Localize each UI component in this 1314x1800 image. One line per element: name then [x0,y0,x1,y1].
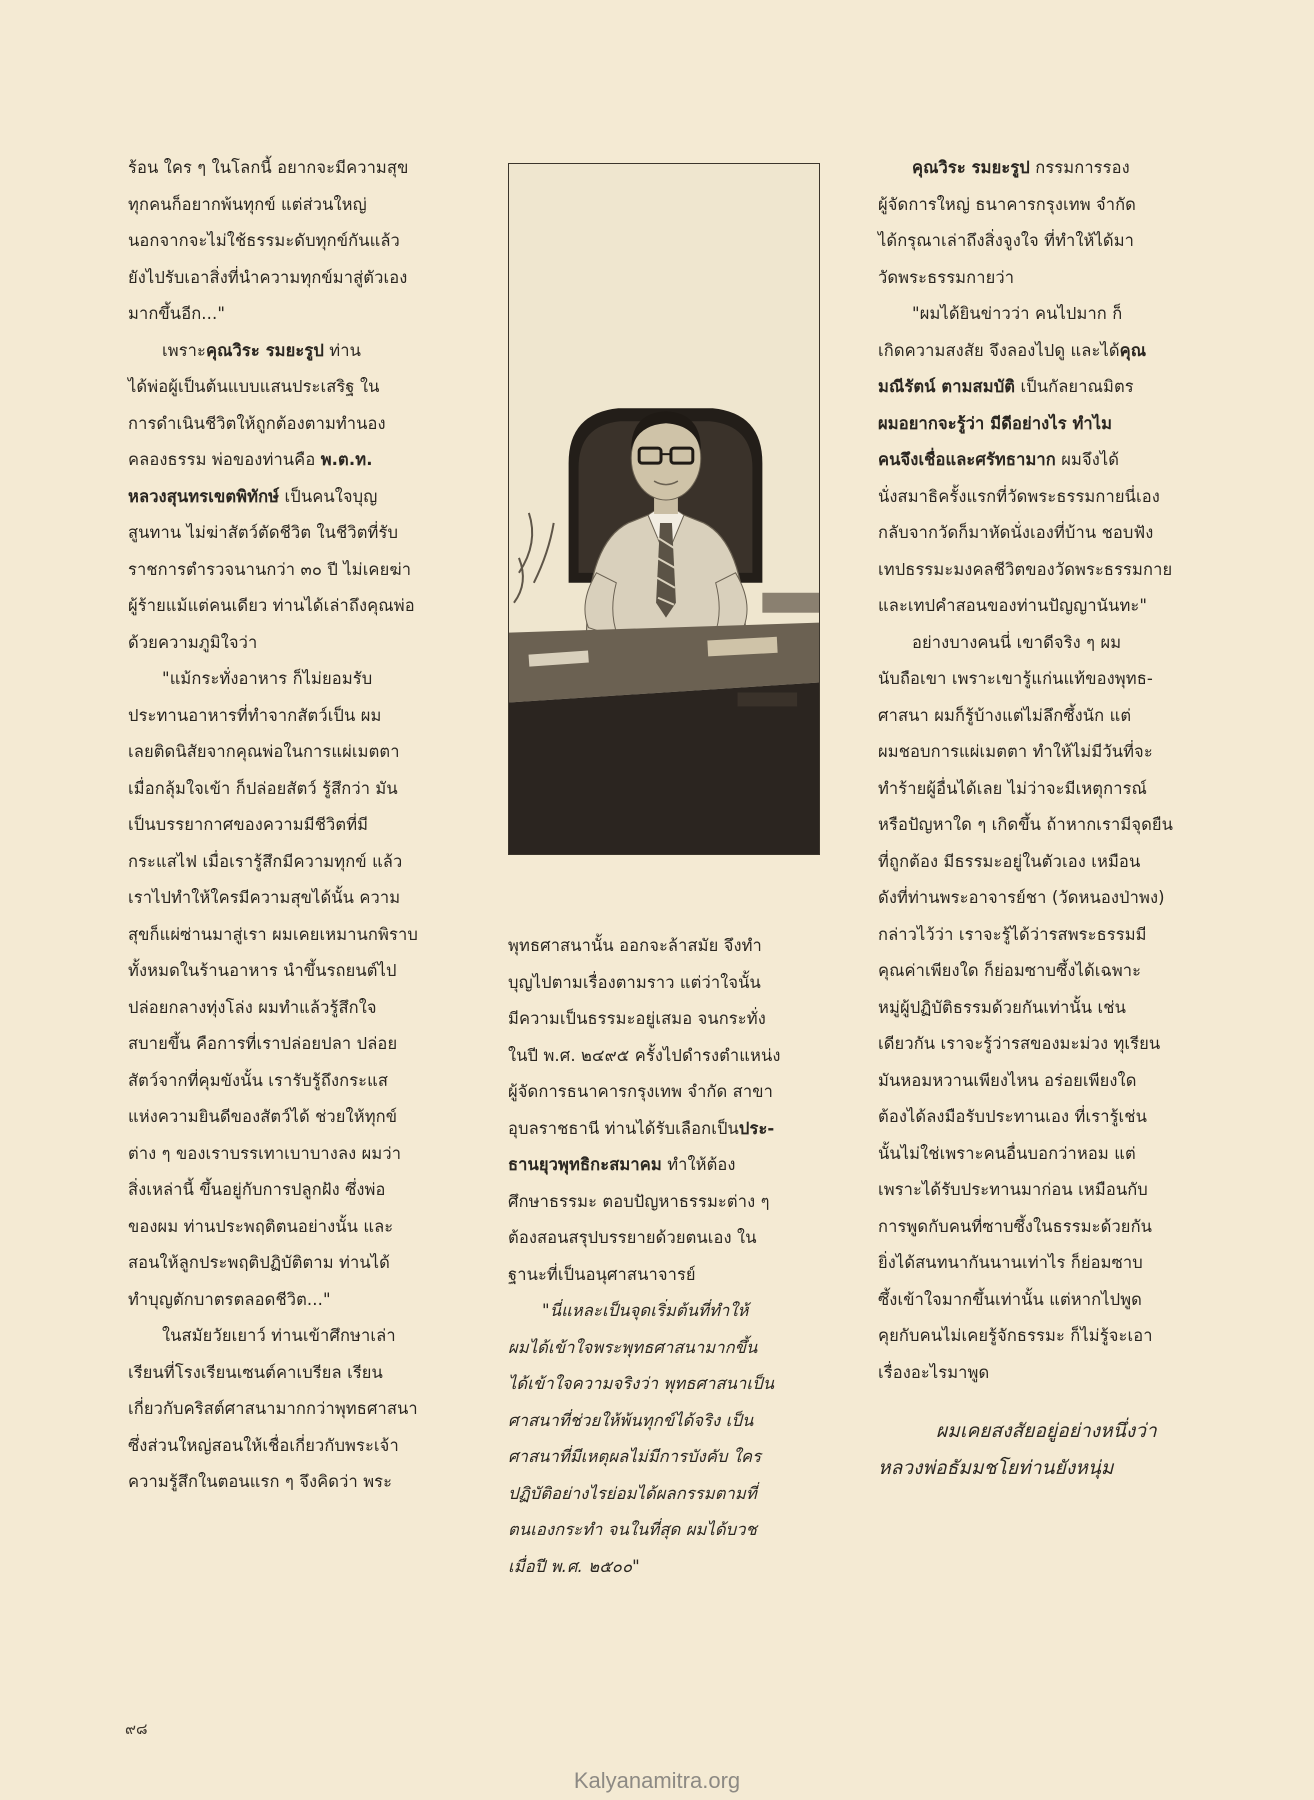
text-line: ผู้จัดการธนาคารกรุงเทพ จำกัด สาขา [508,1082,773,1101]
middle-column [508,928,828,1585]
text-line: กลับจากวัดก็มาหัดนั่งเองที่บ้าน ชอบฟัง [878,523,1154,542]
rank-title: พ.ต.ท. [320,450,373,469]
text-line: ของผม ท่านประพฤติตนอย่างนั้น และ [128,1216,394,1236]
text-line: ทุกคนก็อยากพ้นทุกข์ แต่ส่วนใหญ่ [128,194,367,214]
text-line: ยังไปรับเอาสิ่งที่นำความทุกข์มาสู่ตัวเอง [128,267,408,287]
text-span: ผมจึงได้ [1055,450,1120,469]
text-line: มีความเป็นธรรมะอยู่เสมอ จนกระทั่ง [508,1009,766,1028]
text-line: สัตว์จากที่คุมขังนั้น เรารับรู้ถึงกระแส [128,1070,389,1090]
text-line [878,406,1198,443]
portrait-photo [508,163,820,855]
text-line: ต้องได้ลงมือรับประทานเอง ที่เรารู้เช่น [878,1107,1147,1126]
person-name: คุณวิระ รมยะรูป [912,158,1030,177]
text-line: ร้อน ใคร ๆ ในโลกนี้ อยากจะมีความสุข [128,158,409,177]
portrait-illustration [509,164,819,854]
text-line: ทำบุญตักบาตรตลอดชีวิต..." [128,1289,331,1309]
closing-line: หลวงพ่อธัมมชโยท่านยังหนุ่ม [878,1456,1114,1479]
quote-line: เมื่อปี พ.ศ. ๒๕๐๐" [508,1556,640,1576]
text-line: ต้องสอนสรุปบรรยายด้วยตนเอง ใน [508,1228,757,1247]
text-line: เราไปทำให้ใครมีความสุขได้นั้น ความ [128,888,401,907]
text-line: เป็นบรรยากาศของความมีชีวิตที่มี [128,815,369,834]
text-line: เกี่ยวกับคริสต์ศาสนามากกว่าพุทธศาสนา [128,1399,418,1418]
text-line: การดำเนินชีวิตให้ถูกต้องตามทำนอง [128,413,386,433]
emphasis-text: ผมอยากจะรู้ว่า มีดีอย่างไร ทำไม [878,413,1113,433]
right-column [878,150,1198,1486]
text-line: กล่าวไว้ว่า เราจะรู้ได้ว่ารสพระธรรมมี [878,924,1147,944]
organization-name: ประ- [738,1118,775,1138]
quote-line: ศาสนาที่มีเหตุผลไม่มีการบังคับ ใคร [508,1447,762,1466]
person-name: หลวงสุนทรเขตพิทักษ์ [128,486,280,506]
text-line: นอกจากจะไม่ใช้ธรรมะดับทุกข์กันแล้ว [128,231,400,250]
text-line: มากขึ้นอีก..." [128,304,226,323]
text-line: เพราะได้รับประทานมาก่อน เหมือนกับ [878,1180,1148,1199]
left-para-3 [128,661,448,1318]
text-line: เทปธรรมะมงคลชีวิตของวัดพระธรรมกาย [878,559,1173,579]
text-line: ซึ้งเข้าใจมากขึ้นเท่านั้น แต่หากไปพูด [878,1289,1142,1309]
text-line: ได้พ่อผู้เป็นต้นแบบแสนประเสริฐ ใน [128,377,380,396]
text-line: บุญไปตามเรื่องตามราว แต่ว่าใจนั้น [508,972,761,992]
left-para-1 [128,150,448,333]
text-span: ทำให้ต้อง [661,1155,736,1174]
text-line: ผู้จัดการใหญ่ ธนาคารกรุงเทพ จำกัด [878,194,1136,214]
text-line: เลยติดนิสัยจากคุณพ่อในการแผ่เมตตา [128,742,400,761]
right-para-1 [878,150,1198,296]
quote-line: ตนเองกระทำ จนในที่สุด ผมได้บวช [508,1520,757,1539]
text-line: "ผมได้ยินข่าวว่า คนไปมาก ก็ [912,304,1123,323]
text-line: ยิ่งได้สนทนากันนานเท่าไร ก็ย่อมซาบ [878,1253,1143,1272]
text-line [128,479,448,516]
text-line [878,442,1198,479]
left-para-2 [128,333,448,662]
text-line: วัดพระธรรมกายว่า [878,267,1015,287]
text-line: นั่งสมาธิครั้งแรกที่วัดพระธรรมกายนี่เอง [878,486,1160,506]
text-line: ทำร้ายผู้อื่นได้เลย ไม่ว่าจะมีเหตุการณ์ [878,778,1147,798]
text-line: นั้นไม่ใช่เพราะคนอื่นบอกว่าหอม แต่ [878,1143,1136,1163]
text-line: สุขก็แผ่ซ่านมาสู่เรา ผมเคยเหมานกพิราบ [128,924,418,944]
quote-line: ผมได้เข้าใจพระพุทธศาสนามากขึ้น [508,1337,758,1357]
text-line: มันหอมหวานเพียงไหน อร่อยเพียงใด [878,1070,1137,1090]
text-line: กระแสไฟ เมื่อเรารู้สึกมีความทุกข์ แล้ว [128,851,403,871]
text-line: ผู้ร้ายแม้แต่คนเดียว ท่านได้เล่าถึงคุณพ่อ [128,596,415,615]
text-line [878,333,1198,370]
emphasis-text: คนจึงเชื่อและศรัทธามาก [878,450,1056,469]
quote-line: ได้เข้าใจความจริงว่า พุทธศาสนาเป็น [508,1374,775,1393]
text-line: ดังที่ท่านพระอาจารย์ชา (วัดหนองป่าพง) [878,888,1165,907]
text-line: เรียนที่โรงเรียนเซนต์คาเบรียล เรียน [128,1362,383,1382]
text-line: พุทธศาสนานั้น ออกจะล้าสมัย จึงทำ [508,936,762,955]
text-line: ศาสนา ผมก็รู้บ้างแต่ไม่ลึกซึ้งนัก แต่ [878,705,1132,725]
text-line: คุยกับคนไม่เคยรู้จักธรรมะ ก็ไม่รู้จะเอา [878,1326,1153,1345]
person-name: คุณ [1119,340,1147,360]
text-line: ได้กรุณาเล่าถึงสิ่งจูงใจ ที่ทำให้ได้มา [878,231,1135,250]
text-line: หมู่ผู้ปฏิบัติธรรมด้วยกันเท่านั้น เช่น [878,997,1126,1017]
person-name: มณีรัตน์ ตามสมบัติ [878,377,1016,396]
text-line: สอนให้ลูกประพฤติปฏิบัติตาม ท่านได้ [128,1253,390,1272]
text-line: เดียวกัน เราจะรู้ว่ารสของมะม่วง ทุเรียน [878,1034,1161,1053]
left-para-4 [128,1318,448,1501]
text-line: ในปี พ.ศ. ๒๔๙๕ ครั้งไปดำรงตำแหน่ง [508,1045,781,1065]
quote-line: ปฏิบัติอย่างไรย่อมได้ผลกรรมตามที่ [508,1483,757,1503]
text-line: ด้วยความภูมิใจว่า [128,632,258,652]
text-span: อุบลราชธานี ท่านได้รับเลือกเป็น [508,1118,739,1138]
text-line: นับถือเขา เพราะเขารู้แก่นแท้ของพุทธ- [878,669,1153,688]
text-line [128,442,448,479]
text-span: เป็นกัลยาณมิตร [1015,377,1134,396]
organization-name: ธานยุวพุทธิกะสมาคม [508,1155,662,1174]
text-line [878,369,1198,406]
text-line: ศึกษาธรรมะ ตอบปัญหาธรรมะต่าง ๆ [508,1191,770,1211]
text-line: ผมชอบการแผ่เมตตา ทำให้ไม่มีวันที่จะ [878,742,1153,761]
text-line [508,1147,828,1184]
right-para-3 [878,625,1198,1392]
closing-line: ผมเคยสงสัยอยู่อย่างหนึ่งว่า [936,1420,1157,1442]
source-watermark: Kalyanamitra.org [573,1768,741,1793]
text-line [508,1111,828,1148]
text-line: สบายขึ้น คือการที่เราปล่อยปลา ปล่อย [128,1034,398,1053]
text-line: เรื่องอะไรมาพูด [878,1362,990,1382]
left-column [128,150,448,1501]
text-span: ท่าน [323,340,361,360]
text-span: คลองธรรม พ่อของท่านคือ [128,450,321,469]
right-para-2 [878,296,1198,625]
text-line: เมื่อกลุ้มใจเข้า ก็ปล่อยสัตว์ รู้สึกว่า มัน [128,778,398,798]
page-number: ๙๘ [125,1720,148,1738]
text-line [878,150,1198,187]
text-line: "แม้กระทั่งอาหาร ก็ไม่ยอมรับ [162,669,373,688]
text-line: ทั้งหมดในร้านอาหาร นำขึ้นรถยนต์ไป [128,961,397,980]
text-line: แห่งความยินดีของสัตว์ได้ ช่วยให้ทุกข์ [128,1107,398,1126]
quote-line: ศาสนาที่ช่วยให้พ้นทุกข์ได้จริง เป็น [508,1410,754,1430]
text-line: สิ่งเหล่านี้ ขึ้นอยู่กับการปลูกฝัง ซึ่งพ่อ [128,1180,386,1199]
text-line: ต่าง ๆ ของเราบรรเทาเบาบางลง ผมว่า [128,1143,402,1163]
text-line: ประทานอาหารที่ทำจากสัตว์เป็น ผม [128,705,382,725]
text-line: ราชการตำรวจนานกว่า ๓๐ ปี ไม่เคยฆ่า [128,559,412,579]
text-line: อย่างบางคนนี่ เขาดีจริง ๆ ผม [912,632,1122,652]
text-span: เกิดความสงสัย จึงลองไปดู และได้ [878,340,1120,360]
text-line: ซึ่งส่วนใหญ่สอนให้เชื่อเกี่ยวกับพระเจ้า [128,1435,399,1455]
text-span: เป็นคนใจบุญ [279,486,378,506]
text-line: ที่ถูกต้อง มีธรรมะอยู่ในตัวเอง เหมือน [878,851,1141,871]
text-line: ความรู้สึกในตอนแรก ๆ จึงคิดว่า พระ [128,1472,393,1491]
person-name: คุณวิระ รมยะรูป [206,340,324,360]
text-line: สูนทาน ไม่ฆ่าสัตว์ตัดชีวิต ในชีวิตที่รับ [128,523,399,542]
text-line: และเทปคำสอนของท่านปัญญานันทะ" [878,596,1148,615]
text-line: การพูดกับคนที่ซาบซึ้งในธรรมะด้วยกัน [878,1216,1153,1236]
text-line [128,333,448,370]
text-line: คุณค่าเพียงใด ก็ย่อมซาบซึ้งได้เฉพาะ [878,961,1142,980]
text-line: ฐานะที่เป็นอนุศาสนาจารย์ [508,1264,696,1284]
middle-quote [508,1293,828,1585]
text-span: เพราะ [162,340,207,360]
text-line: ปล่อยกลางทุ่งโล่ง ผมทำแล้วรู้สึกใจ [128,997,377,1017]
text-line: ในสมัยวัยเยาว์ ท่านเข้าศึกษาเล่า [162,1326,396,1345]
right-closing [878,1413,1198,1486]
text-line: หรือปัญหาใด ๆ เกิดขึ้น ถ้าหากเรามีจุดยืน [878,815,1174,834]
quote-line: "นี่แหละเป็นจุดเริ่มต้นที่ทำให้ [542,1301,749,1320]
middle-para-1 [508,928,828,1293]
text-span: กรรมการรอง [1029,158,1130,177]
